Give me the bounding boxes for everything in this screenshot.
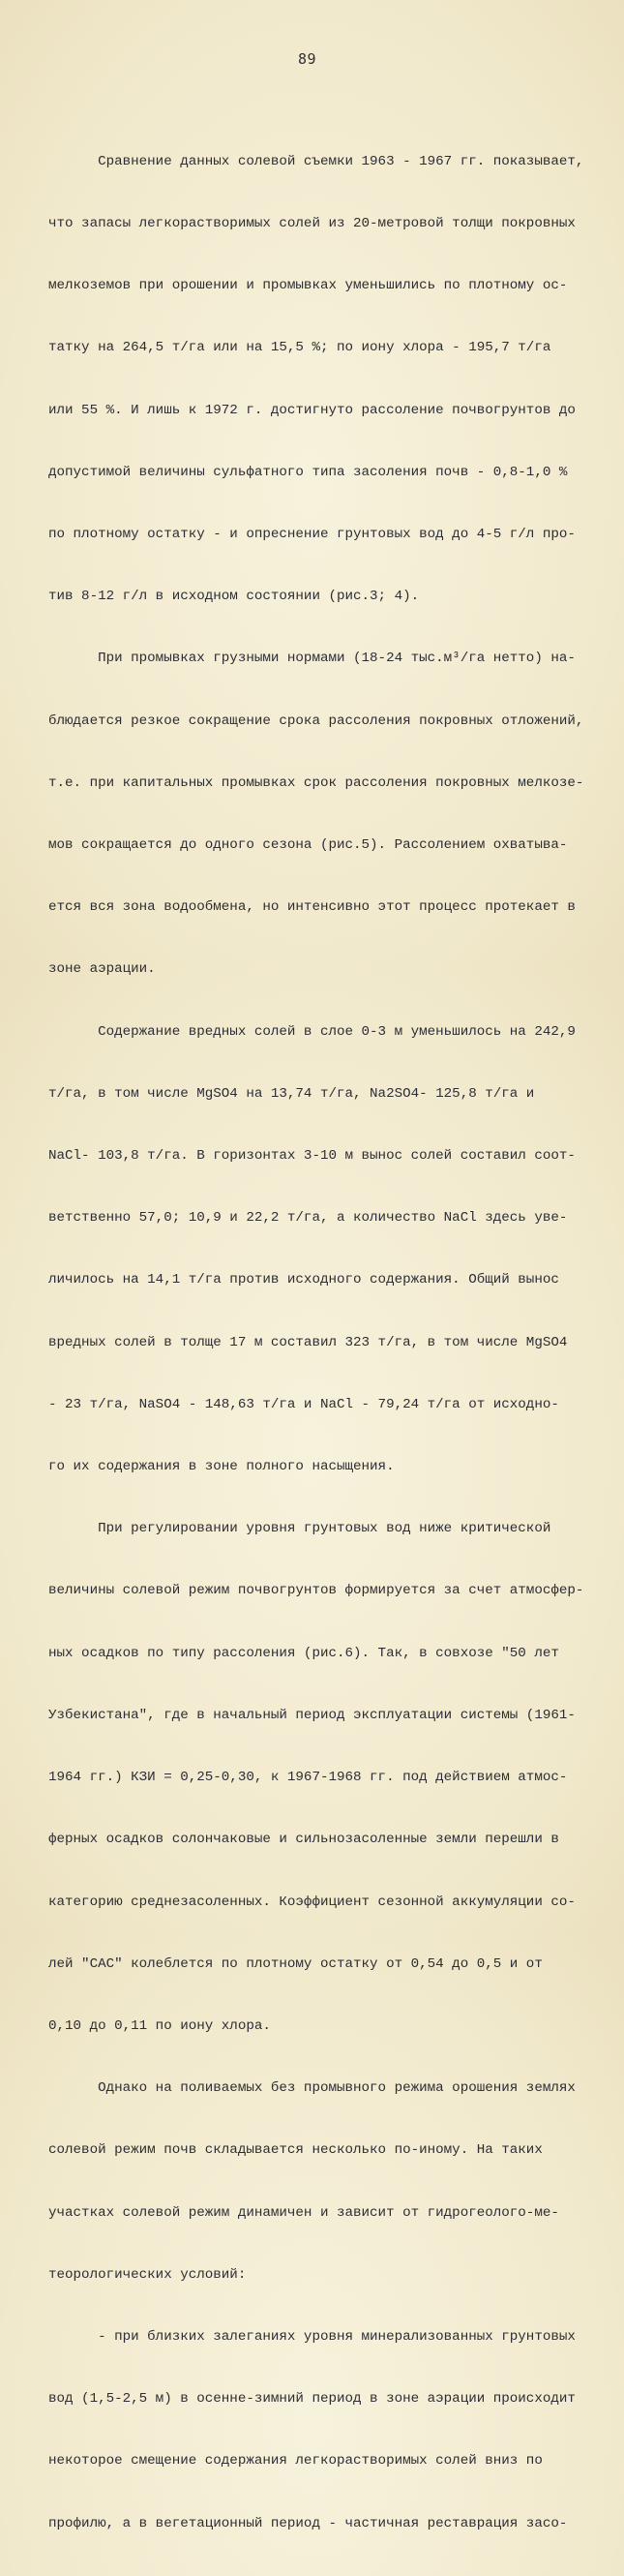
text-line: татку на 264,5 т/га или на 15,5 %; по иону хлора - 195,7 т/га	[48, 340, 551, 356]
text-line: Сравнение данных солевой съемки 1963 - 1967 гг. показывает,	[48, 153, 584, 169]
text-line: по плотному остатку - и опреснение грунтовых вод до 4-5 г/л про-	[48, 527, 576, 543]
text-line: При регулировании уровня грунтовых вод ниже критической	[48, 1521, 551, 1537]
text-line: Содержание вредных солей в слое 0-3 м уменьшилось на 242,9	[48, 1023, 576, 1040]
text-line: NaCl- 103,8 т/га. В горизонтах 3-10 м вынос солей составил соот-	[48, 1148, 576, 1165]
text-line: ветственно 57,0; 10,9 и 22,2 т/га, а количество NaCl здесь уве-	[48, 1210, 568, 1227]
text-line: величины солевой режим почвогрунтов формируется за счет атмосфер-	[48, 1583, 584, 1599]
text-line: мов сокращается до одного сезона (рис.5). Рассолением охватыва-	[48, 837, 568, 854]
text-line: го их содержания в зоне полного насыщения.	[48, 1459, 395, 1475]
body-text	[48, 110, 585, 2576]
text-line: 0,10 до 0,11 по иону хлора.	[48, 2017, 271, 2034]
text-line: мелкоземов при орошении и промывках уменьшились по плотному ос-	[48, 278, 568, 294]
text-line: некоторое смещение содержания легкорастворимых солей вниз по	[48, 2453, 543, 2470]
text-line: или 55 %. И лишь к 1972 г. достигнуто рассоление почвогрунтов до	[48, 402, 576, 418]
text-line: т/га, в том числе MgSO4 на 13,74 т/га, Na2SO4- 125,8 т/га и	[48, 1085, 535, 1102]
text-line: участках солевой режим динамичен и зависит от гидрогеолого-ме-	[48, 2204, 559, 2221]
text-line: солевой режим почв складывается несколько по-иному. На таких	[48, 2142, 543, 2159]
text-line: тив 8-12 г/л в исходном состоянии (рис.3; 4).	[48, 589, 420, 605]
text-line: вредных солей в толще 17 м составил 323 т/га, в том числе MgSO4	[48, 1334, 568, 1350]
text-line: зоне аэрации.	[48, 961, 156, 978]
text-line: ных осадков по типу рассоления (рис.6). Так, в совхозе "50 лет	[48, 1645, 559, 1661]
text-line: ферных осадков солончаковые и сильнозасоленные земли перешли в	[48, 1832, 559, 1848]
text-line: что запасы легкорастворимых солей из 20-метровой толщи покровных	[48, 216, 576, 232]
text-line: ется вся зона водообмена, но интенсивно этот процесс протекает в	[48, 899, 576, 916]
text-line: 1964 гг.) КЗИ = 0,25-0,30, к 1967-1968 гг. под действием атмос-	[48, 1770, 568, 1786]
text-line: Однако на поливаемых без промывного режима орошения землях	[48, 2080, 576, 2097]
text-line: - 23 т/га, NaSO4 - 148,63 т/га и NaCl - 79,24 т/га от исходно-	[48, 1396, 559, 1412]
text-line: блюдается резкое сокращение срока рассоления покровных отложений,	[48, 712, 584, 729]
text-line: Узбекистана", где в начальный период эксплуатации системы (1961-	[48, 1707, 576, 1723]
text-line: - при близких залеганиях уровня минерализованных грунтовых	[48, 2328, 576, 2345]
text-line: допустимой величины сульфатного типа засоления почв - 0,8-1,0 %	[48, 464, 568, 480]
text-line: При промывках грузными нормами (18-24 тыс.м³/га нетто) на-	[48, 651, 576, 667]
text-line: теорологических условий:	[48, 2266, 247, 2283]
text-line: профилю, а в вегетационный период - частичная реставрация засо-	[48, 2515, 568, 2531]
text-line: т.е. при капитальных промывках срок рассоления покровных мелкозе-	[48, 774, 584, 791]
text-line: лей "САС" колеблется по плотному остатку от 0,54 до 0,5 и от	[48, 1955, 543, 1972]
text-line: категорию среднезасоленных. Коэффициент сезонной аккумуляции со-	[48, 1894, 576, 1910]
text-line: личилось на 14,1 т/га против исходного содержания. Общий вынос	[48, 1272, 559, 1288]
text-line: вод (1,5-2,5 м) в осенне-зимний период в зоне аэрации происходит	[48, 2391, 576, 2408]
page-number: 89	[298, 50, 317, 68]
